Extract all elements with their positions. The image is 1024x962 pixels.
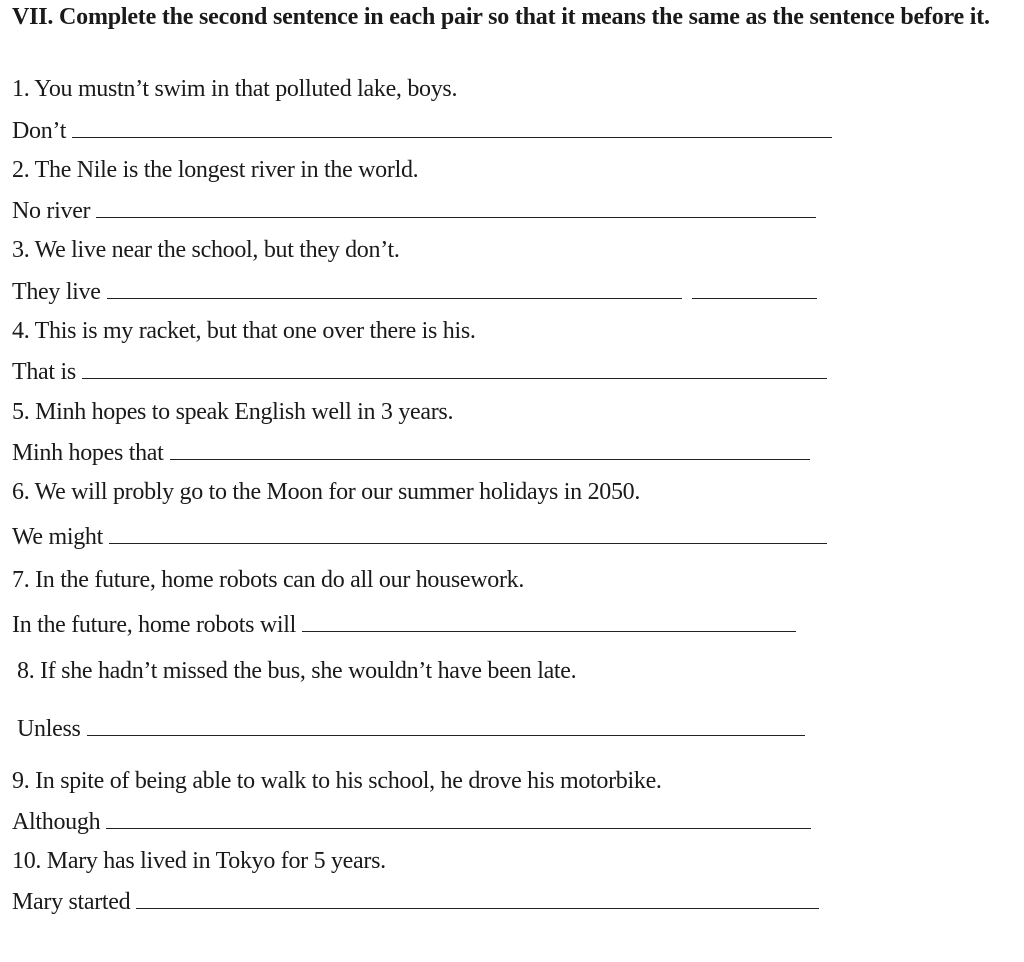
prompt-2: No river — [12, 198, 91, 224]
prompt-5: Minh hopes that — [12, 440, 164, 466]
answer-line-9 — [12, 806, 811, 837]
answer-blank-10[interactable] — [136, 886, 819, 909]
sentence-3: 3. We live near the school, but they don’t. — [12, 237, 400, 263]
answer-blank-8[interactable] — [87, 713, 805, 736]
answer-blank-9[interactable] — [106, 806, 811, 829]
sentence-7: 7. In the future, home robots can do all our housework. — [12, 567, 525, 593]
prompt-10: Mary started — [12, 889, 131, 915]
sentence-9: 9. In spite of being able to walk to his school, he drove his motorbike. — [12, 768, 662, 794]
sentence-8: 8. If she hadn’t missed the bus, she wouldn’t have been late. — [17, 658, 577, 684]
answer-blank-6[interactable] — [109, 521, 827, 544]
answer-line-8 — [17, 713, 805, 744]
answer-blank-3b[interactable] — [692, 276, 817, 299]
sentence-5: 5. Minh hopes to speak English well in 3 years. — [12, 399, 454, 425]
sentence-4: 4. This is my racket, but that one over there is his. — [12, 318, 476, 344]
prompt-6: We might — [12, 524, 103, 550]
sentence-2: 2. The Nile is the longest river in the world. — [12, 157, 419, 183]
exercise-heading: VII. Complete the second sentence in each pair so that it means the same as the sentence before it. — [12, 4, 990, 30]
answer-blank-1[interactable] — [72, 115, 832, 138]
answer-blank-2[interactable] — [96, 195, 816, 218]
answer-blank-7[interactable] — [302, 609, 796, 632]
answer-line-10 — [12, 886, 819, 917]
prompt-3: They live — [12, 279, 101, 305]
sentence-10: 10. Mary has lived in Tokyo for 5 years. — [12, 848, 386, 874]
answer-line-5 — [12, 437, 810, 468]
answer-line-4 — [12, 356, 827, 387]
answer-blank-3a[interactable] — [107, 276, 682, 299]
sentence-6: 6. We will probly go to the Moon for our summer holidays in 2050. — [12, 479, 641, 505]
prompt-1: Don’t — [12, 118, 67, 144]
prompt-4: That is — [12, 359, 76, 385]
answer-line-3 — [12, 276, 817, 307]
answer-line-6 — [12, 521, 827, 552]
answer-line-1 — [12, 115, 832, 146]
prompt-7: In the future, home robots will — [12, 612, 296, 638]
answer-line-2 — [12, 195, 816, 226]
prompt-8: Unless — [17, 716, 81, 742]
answer-line-7 — [12, 609, 796, 640]
answer-blank-5[interactable] — [170, 437, 810, 460]
answer-blank-4[interactable] — [82, 356, 827, 379]
prompt-9: Although — [12, 809, 101, 835]
sentence-1: 1. You mustn’t swim in that polluted lake, boys. — [12, 76, 458, 102]
